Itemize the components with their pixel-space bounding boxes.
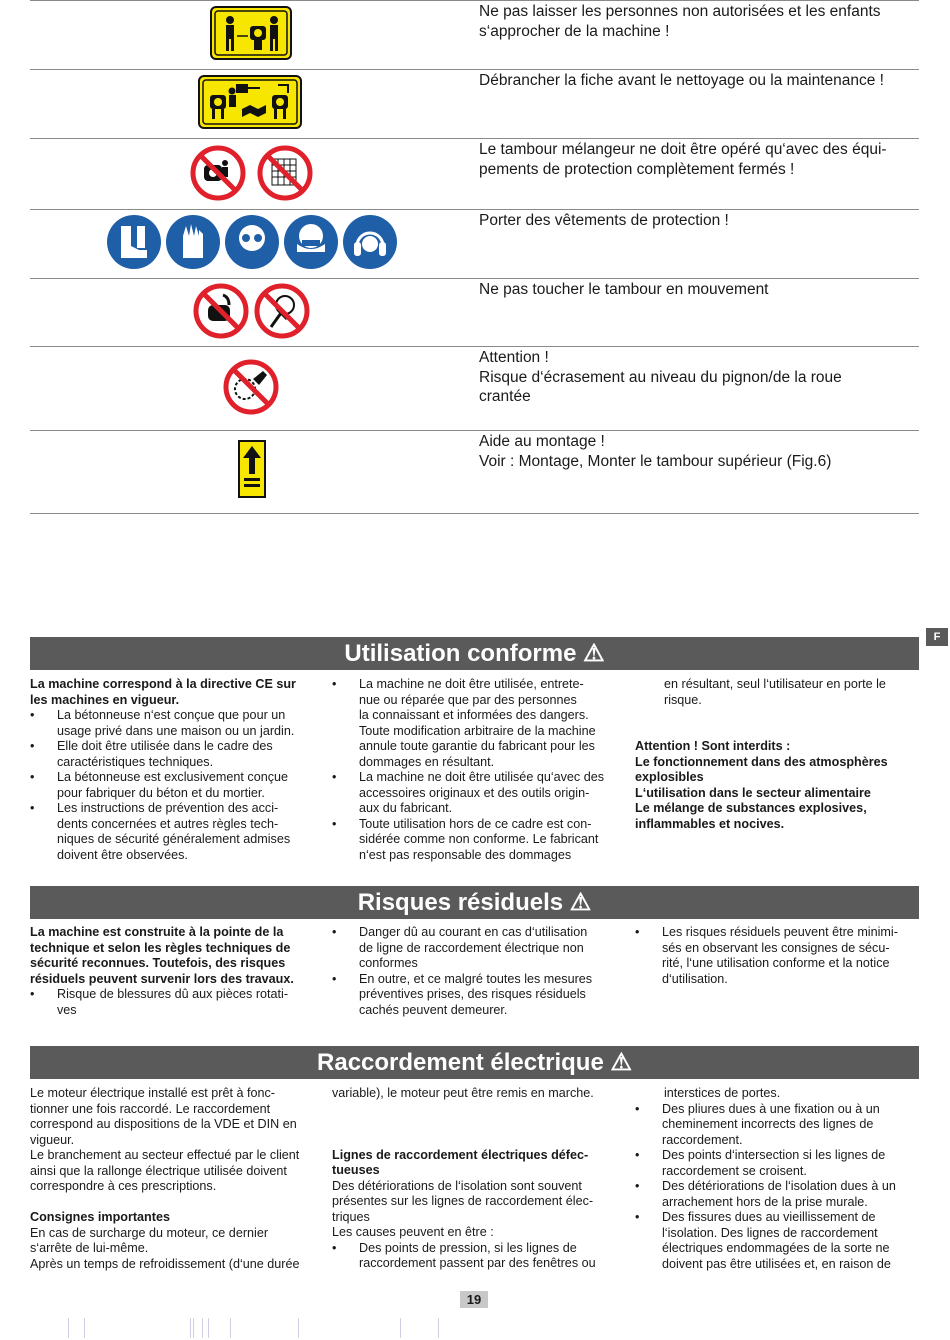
bullet-icon: • <box>332 971 337 986</box>
text-column <box>332 925 622 1018</box>
paragraph-line: Des détériorations de l‘isolation sont souvent <box>332 1178 582 1193</box>
list-item: • Toute utilisation hors de ce cadre est con- sidérée comme non conforme. Le fabricant n‘est pas responsable des dommages <box>332 816 599 862</box>
subheading: Consignes importantes <box>30 1210 170 1224</box>
bullet-icon: • <box>635 1210 640 1224</box>
bullet-icon: • <box>332 925 337 939</box>
section-banner <box>30 886 919 919</box>
bullet-icon: • <box>30 739 35 753</box>
section-title: Utilisation conforme <box>344 640 577 667</box>
protective-clothing-sign-icon <box>107 214 399 275</box>
text-column <box>30 677 320 863</box>
paragraph-line: La machine correspond à la directive CE sur <box>30 677 296 691</box>
do-not-touch-drum-sign-icon <box>193 283 311 344</box>
paragraph-line: présentes sur les lignes de raccordement élec- <box>332 1194 594 1208</box>
text-column <box>635 925 919 987</box>
paragraph-line: inflammables et nocives. <box>635 816 785 831</box>
section-title: Raccordement électrique <box>317 1049 604 1076</box>
paragraph-line: s‘arrête de lui-même. <box>30 1241 149 1255</box>
bullet-icon: • <box>635 1148 640 1162</box>
paragraph-line: correspondre à ces prescriptions. <box>30 1179 217 1193</box>
bullet-icon: • <box>332 816 337 831</box>
paragraph-line: en résultant, seul l‘utilisateur en porte le <box>664 677 886 691</box>
protective-guard-required-sign-icon <box>190 145 314 206</box>
table-rule <box>30 209 919 210</box>
symbol-description: Ne pas toucher le tambour en mouvement <box>479 281 769 298</box>
symbol-description: Ne pas laisser les personnes non autorisées et les enfants s‘approcher de la machine ! <box>479 3 881 40</box>
bullet-icon: • <box>30 708 35 722</box>
list-item: • Risque de blessures dû aux pièces rotati- ves <box>30 987 289 1017</box>
paragraph-line: Le mélange de substances explosives, <box>635 801 867 815</box>
paragraph-line: variable), le moteur peut être remis en marche. <box>332 1086 594 1100</box>
symbol-description: Porter des vêtements de protection ! <box>479 212 729 229</box>
paragraph-line: sécurité reconnues. Toutefois, des risques <box>30 956 286 970</box>
bullet-icon: • <box>635 925 640 939</box>
text-column <box>635 1086 919 1272</box>
paragraph-line: L‘utilisation dans le secteur alimentaire <box>635 785 871 800</box>
warning-icon: ⚠ <box>583 640 605 667</box>
paragraph-line: tionner une fois raccordé. Le raccordement <box>30 1101 271 1116</box>
language-tab: F <box>926 628 948 646</box>
list-item: • En outre, et ce malgré toutes les mesures préventives prises, des risques résiduels cachés peuvent demeurer. <box>332 971 593 1017</box>
paragraph-line: technique et selon les règles techniques de <box>30 940 291 955</box>
text-column <box>332 677 622 863</box>
list-item: • Des points de pression, si les lignes de raccordement passent par des fenêtres ou <box>332 1240 596 1270</box>
table-rule <box>30 278 919 279</box>
bullet-icon: • <box>635 1101 640 1116</box>
paragraph-line: Le fonctionnement dans des atmosphères <box>635 754 888 769</box>
subheading: Lignes de raccordement électriques défec- <box>332 1147 589 1162</box>
paragraph-line: ainsi que la rallonge électrique utilisée doivent <box>30 1163 287 1178</box>
paragraph-line: En cas de surcharge du moteur, ce dernier <box>30 1225 269 1240</box>
warning-icon: ⚠ <box>610 1049 632 1076</box>
bullet-icon: • <box>30 770 35 784</box>
list-item: • Danger dû au courant en cas d‘utilisation de ligne de raccordement électrique non conformes <box>332 925 588 970</box>
text-column <box>30 925 320 1018</box>
assembly-arrow-sign-icon <box>238 440 266 503</box>
paragraph-line: les machines en vigueur. <box>30 692 180 707</box>
bullet-icon: • <box>332 770 337 784</box>
paragraph-line: vigueur. <box>30 1132 75 1147</box>
bullet-icon: • <box>332 1240 337 1255</box>
list-item: • La bétonneuse n‘est conçue que pour un usage privé dans une maison ou un jardin. <box>30 708 295 738</box>
keep-distance-sign-icon <box>210 6 292 65</box>
list-item: • Les risques résiduels peuvent être minimi- sés en observant les consignes de sécu- rité, l‘une utilisation conforme et la notice d‘utilisation. <box>635 925 898 986</box>
table-rule <box>30 430 919 431</box>
warning-heading: Attention ! Sont interdits : <box>635 739 791 753</box>
list-item: • La machine ne doit être utilisée qu‘avec des accessoires originaux et des outils origin- aux du fabricant. <box>332 770 605 815</box>
subheading: tueuses <box>332 1163 380 1177</box>
paragraph-line: La machine est construite à la pointe de la <box>30 925 284 939</box>
printer-marks <box>60 1318 480 1338</box>
section-title: Risques résiduels <box>357 889 564 916</box>
page-number: 19 <box>460 1291 488 1308</box>
table-rule <box>30 138 919 139</box>
paragraph-line: Les causes peuvent en être : <box>332 1225 494 1239</box>
paragraph-line: explosibles <box>635 770 704 784</box>
paragraph-line: risque. <box>664 692 702 707</box>
table-rule <box>30 346 919 347</box>
paragraph-line: correspond au dispositions de la VDE et DIN en <box>30 1117 297 1131</box>
table-rule <box>30 69 919 70</box>
table-rule <box>30 0 919 1</box>
symbol-description: Aide au montage ! Voir : Montage, Monter le tambour supérieur (Fig.6) <box>479 433 832 470</box>
paragraph-line: Le branchement au secteur effectué par le client <box>30 1148 300 1162</box>
bullet-icon: • <box>30 987 35 1001</box>
table-rule <box>30 513 919 514</box>
list-item: • La bétonneuse est exclusivement conçue pour fabriquer du béton et du mortier. <box>30 770 289 800</box>
unplug-before-maintenance-sign-icon <box>198 75 302 134</box>
text-column <box>332 1086 622 1272</box>
section-banner <box>30 1046 919 1079</box>
paragraph-line: Le moteur électrique installé est prêt à fonc- <box>30 1086 276 1100</box>
list-item: • Elle doit être utilisée dans le cadre des caractéristiques techniques. <box>30 739 273 769</box>
paragraph-line: résiduels peuvent survenir lors des travaux. <box>30 971 294 986</box>
bullet-icon: • <box>30 801 35 815</box>
list-item: • La machine ne doit être utilisée, entrete- nue ou réparée que par des personnes la connaissant et informées des dangers. Toute modification arbitraire de la machine annule toute garantie du fabricant pour les dommages en résultant. <box>332 677 596 769</box>
paragraph-line: Après un temps de refroidissement (d‘une durée <box>30 1256 300 1271</box>
list-item: • Des points d‘intersection si les lignes de raccordement se croisent. <box>635 1148 886 1178</box>
symbol-description: Le tambour mélangeur ne doit être opéré qu‘avec des équi- pements de protection complètement fermés ! <box>479 141 887 178</box>
text-column <box>635 677 919 832</box>
list-item: • Des fissures dues au vieillissement de l‘isolation. Des lignes de raccordement électriques endommagées de la sorte ne doivent pas être utilisées et, en raison de <box>635 1210 891 1271</box>
bullet-icon: • <box>332 677 337 691</box>
section-banner <box>30 637 919 670</box>
paragraph-line: interstices de portes. <box>664 1086 781 1100</box>
symbol-description: Attention ! Risque d‘écrasement au niveau du pignon/de la roue crantée <box>479 349 842 405</box>
paragraph-line: triques <box>332 1209 370 1224</box>
list-item: • Les instructions de prévention des acci- dents concernées et autres règles tech- niques de sécurité généralement admises doivent être observées. <box>30 801 291 862</box>
crush-hazard-sign-icon <box>223 359 279 420</box>
text-column <box>30 1086 320 1272</box>
list-item: • Des détériorations de l‘isolation dues à un arrachement hors de la prise murale. <box>635 1179 896 1209</box>
warning-icon: ⚠ <box>569 889 592 916</box>
bullet-icon: • <box>635 1179 640 1193</box>
list-item: • Des pliures dues à une fixation ou à un cheminement incorrects des lignes de raccordement. <box>635 1101 880 1147</box>
symbol-description: Débrancher la fiche avant le nettoyage ou la maintenance ! <box>479 72 884 89</box>
